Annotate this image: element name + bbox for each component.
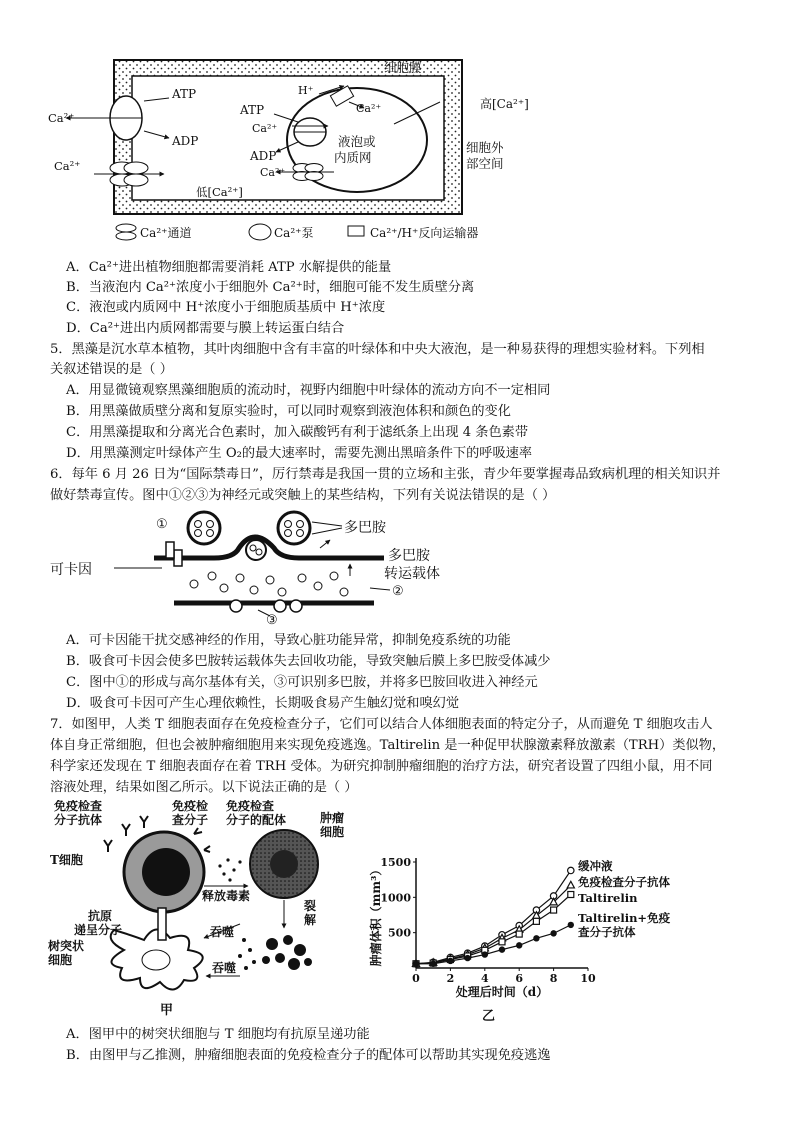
label-dc-1: 树突状 <box>48 939 85 953</box>
svg-text:Ca²⁺泵: Ca²⁺泵 <box>274 226 314 240</box>
point-open-square <box>533 918 539 924</box>
legend-pump <box>249 224 313 240</box>
series-label-4-line2: 查分子抗体 <box>578 925 636 939</box>
label-antibody-2: 分子抗体 <box>54 813 103 827</box>
q6-stem-line1: 6．每年 6 月 26 日为“国际禁毒日”，厉行禁毒是我国一贯的立场和主张，青少年要掌握毒品致病机理的相关知识并 <box>50 467 721 482</box>
label-engulf-1: 吞噬 <box>210 925 235 939</box>
label-t-cell: T细胞 <box>50 853 83 867</box>
q5-stem-line1: 5．黑藻是沉水草本植物，其叶肉细胞中含有丰富的叶绿体和中央大液泡，是一种易获得的理想实验材料。下列相 <box>50 342 705 357</box>
x-tick-label: 6 <box>515 972 524 985</box>
point-filled-circle <box>482 951 488 957</box>
point-open-circle <box>568 867 574 873</box>
q6-option-b: B．吸食可卡因会使多巴胺转运载体失去回收功能，导致突触后膜上多巴胺受体减少 <box>66 654 551 669</box>
y-axis-label: 肿瘤体积（mm³） <box>369 863 383 967</box>
label-outside2: 部空间 <box>466 156 504 171</box>
label-structure-1: ① <box>156 517 168 532</box>
y-tick-label: 1000 <box>380 891 411 905</box>
label-checkpoint-2: 查分子 <box>172 813 209 827</box>
label-ca-inner2: Ca²⁺ <box>260 166 286 179</box>
label-transporter-1: 多巴胺 <box>388 548 430 564</box>
series-label-3: Taltirelin <box>578 891 638 905</box>
label-structure-3: ③ <box>266 613 278 626</box>
q7-stem-line4: 溶液处理，结果如图乙所示。以下说法正确的是（ ） <box>50 780 358 795</box>
label-checkpoint-1: 免疫检 <box>172 800 209 813</box>
cocaine-bound <box>166 542 174 558</box>
point-open-square <box>499 939 505 945</box>
label-antibody-1: 免疫检查 <box>54 800 103 813</box>
point-open-triangle <box>567 881 574 888</box>
label-antigen-1: 抗原 <box>88 909 113 923</box>
q6-option-a: A．可卡因能干扰交感神经的作用，导致心脏功能异常，抑制免疫系统的功能 <box>66 633 511 648</box>
point-filled-circle <box>447 958 453 964</box>
point-filled-circle <box>499 946 505 952</box>
label-ca-out2: Ca²⁺ <box>54 159 81 173</box>
label-engulf-2: 吞噬 <box>212 961 237 975</box>
series-label-4: Taltirelin+免疫 <box>578 911 671 925</box>
q5-option-c: C．用黑藻提取和分离光合色素时，加入碳酸钙有利于滤纸条上出现 4 条色素带 <box>66 425 529 440</box>
legend-channel <box>116 224 191 240</box>
point-open-square <box>516 931 522 937</box>
label-lysis-2: 解 <box>304 913 317 927</box>
label-low-ca: 低[Ca²⁺] <box>196 185 243 199</box>
synaptic-vesicle-left <box>188 512 220 544</box>
label-outside: 细胞外 <box>466 140 504 155</box>
label-ligand-2: 分子的配体 <box>226 813 287 827</box>
q6-option-c: C．图中①的形成与高尔基体有关，③可识别多巴胺，并将多巴胺回收进入神经元 <box>66 675 538 690</box>
q6-stem-line2: 做好禁毒宣传。图中①②③为神经元或突触上的某些结构，下列有关说法错误的是（ ） <box>50 488 556 503</box>
label-vacuole2: 内质网 <box>334 150 372 165</box>
label-transporter-2: 转运载体 <box>384 566 440 582</box>
x-tick-label: 10 <box>580 972 596 985</box>
label-vacuole: 液泡或 <box>338 134 376 149</box>
label-ca-out1: Ca²⁺ <box>48 111 75 125</box>
point-filled-circle <box>430 961 436 967</box>
calcium-transport-figure <box>44 56 554 246</box>
label-ca-inner1: Ca²⁺ <box>252 122 278 135</box>
label-tumor-1: 肿瘤 <box>320 811 345 825</box>
q4-option-b: B．当液泡内 Ca²⁺浓度小于细胞外 Ca²⁺时，细胞可能不发生质壁分离 <box>66 280 475 295</box>
synaptic-vesicle-right <box>278 512 310 544</box>
point-filled-circle <box>533 935 539 941</box>
svg-text:Ca²⁺通道: Ca²⁺通道 <box>140 226 192 240</box>
y-tick-label: 500 <box>388 926 411 940</box>
caption-jia: 甲 <box>160 1003 174 1018</box>
t-cell-nucleus <box>142 848 190 896</box>
label-dopamine: 多巴胺 <box>344 520 386 536</box>
label-toxin: 释放毒素 <box>202 889 251 903</box>
label-tumor-2: 细胞 <box>320 825 345 839</box>
series-line-3 <box>416 895 571 964</box>
label-adp-inner: ADP <box>250 149 277 163</box>
series-line-4 <box>416 925 571 964</box>
label-lysis-1: 裂 <box>304 899 317 913</box>
label-high-ca: 高[Ca²⁺] <box>480 97 529 111</box>
point-filled-circle <box>516 942 522 948</box>
label-atp-left: ATP <box>172 87 197 101</box>
q7-option-b: B．由图甲与乙推测，肿瘤细胞表面的免疫检查分子的配体可以帮助其实现免疫逃逸 <box>66 1048 551 1063</box>
y-tick-label: 1500 <box>380 856 411 869</box>
series-label-2: 免疫检查分子抗体 <box>578 875 670 889</box>
antigen-presenting-molecule <box>158 908 166 940</box>
point-filled-circle <box>413 961 419 967</box>
q5-option-d: D．用黑藻测定叶绿体产生 O₂的最大速率时，需要先测出黑暗条件下的呼吸速率 <box>66 446 533 461</box>
x-tick-label: 8 <box>549 972 558 985</box>
label-ligand-1: 免疫检查 <box>226 800 275 813</box>
x-tick-label: 4 <box>480 972 489 985</box>
q7-stem-line1: 7．如图甲，人类 T 细胞表面存在免疫检查分子，它们可以结合人体细胞表面的特定分子，从而避免 T 细胞攻击人 <box>50 717 713 732</box>
label-structure-2: ② <box>392 584 404 599</box>
q4-option-c: C．液泡或内质网中 H⁺浓度小于细胞质基质中 H⁺浓度 <box>66 300 386 315</box>
fusing-vesicle <box>246 540 266 560</box>
tumor-debris <box>262 935 312 970</box>
point-filled-circle <box>464 955 470 961</box>
tumor-volume-chart <box>366 848 726 1022</box>
series-label-1: 缓冲液 <box>578 859 613 873</box>
label-ca-vacuole: Ca²⁺ <box>356 102 382 115</box>
q7-stem-line3: 科学家还发现在 T 细胞表面存在着 TRH 受体。为研究抑制肿瘤细胞的治疗方法，研究者设置了四组小鼠，用不同 <box>50 759 713 774</box>
q5-option-b: B．用黑藻做质壁分离和复原实验时，可以同时观察到液泡体积和颜色的变化 <box>66 404 511 419</box>
synapse-figure <box>44 506 484 626</box>
q5-stem-line2: 关叙述错误的是（ ） <box>50 362 173 377</box>
q4-option-a: A．Ca²⁺进出植物细胞都需要消耗 ATP 水解提供的能量 <box>66 260 392 275</box>
label-adp-left: ADP <box>172 134 199 148</box>
label-dc-2: 细胞 <box>48 953 73 967</box>
point-filled-circle <box>568 922 574 928</box>
presynaptic-membrane <box>154 537 384 558</box>
x-axis-label: 处理后时间（d） <box>455 985 549 999</box>
legend-antiporter <box>348 225 478 240</box>
dopamine-molecules <box>190 572 348 596</box>
label-atp-inner: ATP <box>240 103 265 117</box>
q4-option-d: D．Ca²⁺进出内质网都需要与膜上转运蛋白结合 <box>66 321 345 336</box>
q6-option-d: D．吸食可卡因可产生心理依赖性，长期吸食易产生触幻觉和嗅幻觉 <box>66 696 460 711</box>
immune-figure <box>44 800 374 1022</box>
x-tick-label: 2 <box>446 972 455 985</box>
q7-option-a: A．图甲中的树突状细胞与 T 细胞均有抗原呈递功能 <box>66 1027 370 1042</box>
label-cocaine: 可卡因 <box>50 562 92 578</box>
point-open-square <box>551 907 557 913</box>
x-tick-label: 0 <box>412 972 420 985</box>
point-open-square <box>568 892 574 898</box>
series-line-1 <box>416 870 571 963</box>
svg-text:Ca²⁺/H⁺反向运输器: Ca²⁺/H⁺反向运输器 <box>370 226 479 240</box>
label-antigen-2: 递呈分子 <box>74 923 123 937</box>
caption-yi: 乙 <box>482 1009 496 1022</box>
q5-option-a: A．用显微镜观察黑藻细胞质的流动时，视野内细胞中叶绿体的流动方向不一定相同 <box>66 383 551 398</box>
q7-stem-line2: 体自身正常细胞，但也会被肿瘤细胞用来实现免疫逃逸。Taltirelin 是一种促甲状腺激素释放激素（TRH）类似物， <box>50 738 726 753</box>
point-filled-circle <box>550 930 556 936</box>
label-h-plus: H⁺ <box>298 84 314 97</box>
label-membrane: 细胞膜 <box>384 60 422 75</box>
dopamine-transporter <box>174 550 182 566</box>
toxin-dots <box>218 858 241 881</box>
